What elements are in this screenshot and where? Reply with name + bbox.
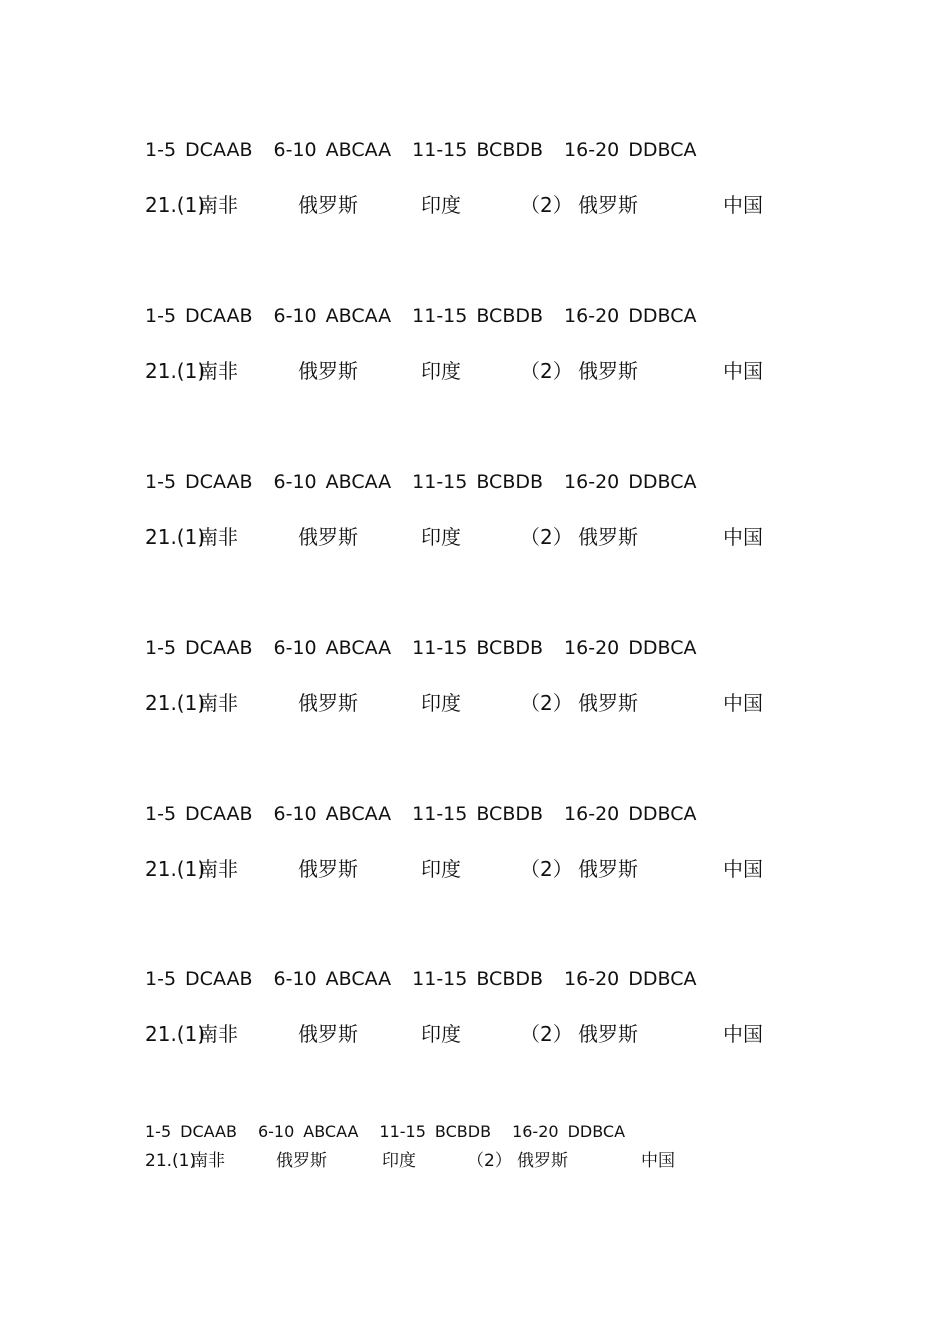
q21-part1-label: 21.(1) <box>145 691 206 715</box>
answer-letters: ABCAA <box>325 803 392 825</box>
q21-answer-1: 南非 <box>198 1022 238 1046</box>
q21-answer-2: 俄罗斯 <box>298 857 358 881</box>
mc-answers-line <box>145 1122 625 1142</box>
q21-part2-label: （2） <box>520 1022 573 1046</box>
answer-range: 16-20 <box>564 471 620 493</box>
answer-range: 16-20 <box>564 637 620 659</box>
mc-answers-line <box>145 802 696 826</box>
answer-range: 16-20 <box>564 968 620 990</box>
q21-answer-3: 印度 <box>421 359 461 383</box>
answer-letters: DDBCA <box>628 139 697 161</box>
q21-answer-2: 俄罗斯 <box>298 359 358 383</box>
q21-part1-label: 21.(1) <box>145 525 206 549</box>
q21-answer-3: 印度 <box>421 691 461 715</box>
answer-letters: ABCAA <box>325 305 392 327</box>
answer-letters: BCBDB <box>476 803 544 825</box>
q21-answer-3: 印度 <box>421 525 461 549</box>
answer-letters: ABCAA <box>325 471 392 493</box>
q21-answer-5: 中国 <box>641 1151 675 1171</box>
q21-part2-label: （2） <box>467 1151 512 1171</box>
answer-letters: BCBDB <box>476 305 544 327</box>
answer-range: 11-15 <box>412 471 468 493</box>
q21-part2-label: （2） <box>520 359 573 383</box>
answer-letters: ABCAA <box>325 139 392 161</box>
answer-range: 1-5 <box>145 471 177 493</box>
q21-answer-1: 南非 <box>198 359 238 383</box>
q21-answer-5: 中国 <box>723 525 763 549</box>
answer-range: 1-5 <box>145 968 177 990</box>
q21-part2-label: （2） <box>520 525 573 549</box>
q21-answer-2: 俄罗斯 <box>298 1022 358 1046</box>
q21-answer-4: 俄罗斯 <box>578 193 638 217</box>
q21-answer-4: 俄罗斯 <box>578 525 638 549</box>
answer-range: 11-15 <box>379 1122 426 1141</box>
q21-answer-5: 中国 <box>723 359 763 383</box>
q21-part1-label: 21.(1) <box>145 857 206 881</box>
q21-answer-2: 俄罗斯 <box>298 525 358 549</box>
mc-answers-line <box>145 967 696 991</box>
answer-range: 11-15 <box>412 637 468 659</box>
q21-answer-3: 印度 <box>382 1151 416 1171</box>
answer-letters: ABCAA <box>325 968 392 990</box>
answer-range: 1-5 <box>145 305 177 327</box>
answer-letters: ABCAA <box>303 1122 359 1141</box>
q21-answer-5: 中国 <box>723 691 763 715</box>
answer-letters: BCBDB <box>476 968 544 990</box>
answer-range: 6-10 <box>257 1122 295 1141</box>
answer-letters: DCAAB <box>185 471 253 493</box>
q21-answer-1: 南非 <box>191 1151 225 1171</box>
answer-range: 11-15 <box>412 139 468 161</box>
answer-letters: DCAAB <box>185 968 253 990</box>
answer-range: 6-10 <box>273 637 317 659</box>
answer-letters: ABCAA <box>325 637 392 659</box>
answer-letters: DCAAB <box>180 1122 237 1141</box>
answer-range: 6-10 <box>273 803 317 825</box>
q21-part2-label: （2） <box>520 857 573 881</box>
q21-answer-2: 俄罗斯 <box>276 1151 327 1171</box>
answer-range: 11-15 <box>412 803 468 825</box>
answer-letters: DDBCA <box>628 471 697 493</box>
mc-answers-line <box>145 138 696 162</box>
answer-letters: DDBCA <box>567 1122 626 1141</box>
q21-answer-4: 俄罗斯 <box>578 1022 638 1046</box>
answer-range: 16-20 <box>564 139 620 161</box>
q21-part1-label: 21.(1) <box>145 193 206 217</box>
q21-answer-5: 中国 <box>723 857 763 881</box>
q21-answer-1: 南非 <box>198 857 238 881</box>
q21-part2-label: （2） <box>520 193 573 217</box>
q21-answer-2: 俄罗斯 <box>298 691 358 715</box>
answer-range: 6-10 <box>273 471 317 493</box>
answer-letters: BCBDB <box>434 1122 492 1141</box>
q21-part2-label: （2） <box>520 691 573 715</box>
answer-range: 1-5 <box>145 637 177 659</box>
answer-range: 6-10 <box>273 968 317 990</box>
answer-range: 16-20 <box>564 305 620 327</box>
answer-range: 11-15 <box>412 305 468 327</box>
answer-letters: DDBCA <box>628 305 697 327</box>
answer-letters: DDBCA <box>628 803 697 825</box>
mc-answers-line <box>145 636 696 660</box>
q21-answer-3: 印度 <box>421 857 461 881</box>
answer-letters: DCAAB <box>185 139 253 161</box>
q21-answer-1: 南非 <box>198 691 238 715</box>
answer-letters: DCAAB <box>185 637 253 659</box>
q21-answer-5: 中国 <box>723 1022 763 1046</box>
q21-answer-2: 俄罗斯 <box>298 193 358 217</box>
mc-answers-line <box>145 304 696 328</box>
answer-range: 11-15 <box>412 968 468 990</box>
answer-range: 6-10 <box>273 305 317 327</box>
answer-range: 1-5 <box>145 803 177 825</box>
q21-part1-label: 21.(1) <box>145 1022 206 1046</box>
q21-answer-1: 南非 <box>198 193 238 217</box>
mc-answers-line <box>145 470 696 494</box>
q21-part1-label: 21.(1) <box>145 1151 197 1171</box>
answer-letters: BCBDB <box>476 637 544 659</box>
q21-answer-1: 南非 <box>198 525 238 549</box>
answer-range: 1-5 <box>145 139 177 161</box>
q21-answer-4: 俄罗斯 <box>578 359 638 383</box>
q21-answer-4: 俄罗斯 <box>517 1151 568 1171</box>
answer-letters: DCAAB <box>185 305 253 327</box>
answer-letters: BCBDB <box>476 471 544 493</box>
answer-letters: DDBCA <box>628 637 697 659</box>
q21-answer-4: 俄罗斯 <box>578 857 638 881</box>
q21-answer-3: 印度 <box>421 1022 461 1046</box>
q21-answer-5: 中国 <box>723 193 763 217</box>
answer-letters: BCBDB <box>476 139 544 161</box>
answer-range: 16-20 <box>564 803 620 825</box>
answer-letters: DCAAB <box>185 803 253 825</box>
q21-part1-label: 21.(1) <box>145 359 206 383</box>
answer-range: 6-10 <box>273 139 317 161</box>
answer-range: 1-5 <box>145 1122 172 1141</box>
answer-range: 16-20 <box>512 1122 559 1141</box>
q21-answer-3: 印度 <box>421 193 461 217</box>
answer-letters: DDBCA <box>628 968 697 990</box>
q21-answer-4: 俄罗斯 <box>578 691 638 715</box>
